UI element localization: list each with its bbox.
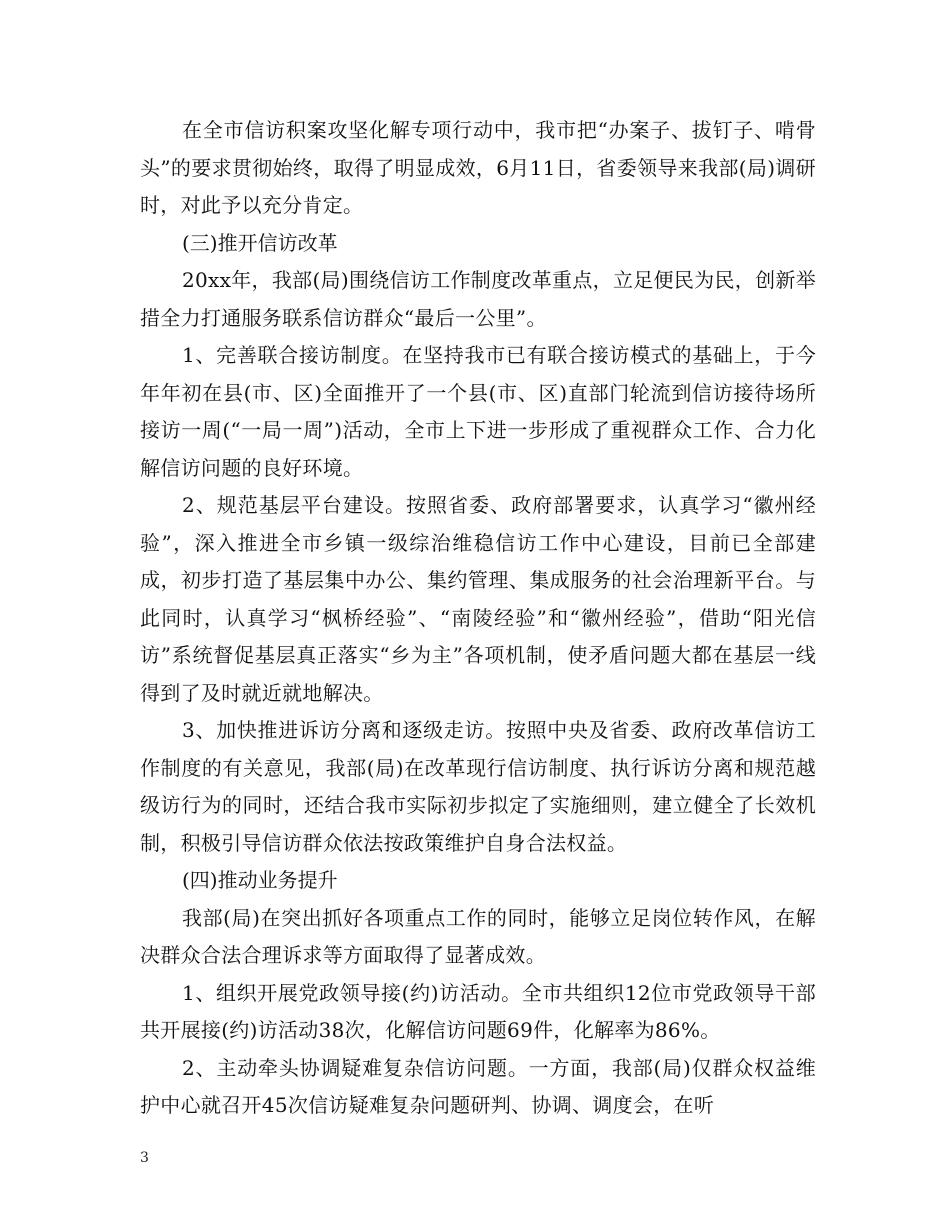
paragraph-item-complex-issues: 2、主动牵头协调疑难复杂信访问题。一方面，我部(局)仅群众权益维护中心就召开45次信访疑难复杂问题研判、协调、调度会，在听 [140,1055,816,1117]
paragraph-item-litigation-separation: 3、加快推进诉访分离和逐级走访。按照中央及省委、政府改革信访工作制度的有关意见，我部(局)在改革现行信访制度、执行诉访分离和规范越级访行为的同时，还结合我市实际初步拟定了实施细则，建立健全了长效机制，积极引导信访群众依法按政策维护自身合法权益。 [140,718,816,855]
paragraph-intro: 在全市信访积案攻坚化解专项行动中，我市把“办案子、拔钉子、啃骨头”的要求贯彻始终，取得了明显成效，6月11日，省委领导来我部(局)调研时，对此予以充分肯定。 [140,118,816,217]
section-heading-4: (四)推动业务提升 [182,868,338,892]
page-number: 3 [140,1150,149,1166]
paragraph-reform-intro: 20xx年，我部(局)围绕信访工作制度改革重点，立足便民为民，创新举措全力打通服务联系信访群众“最后一公里”。 [140,268,816,330]
paragraph-item-grassroots-platform: 2、规范基层平台建设。按照省委、政府部署要求，认真学习“徽州经验”，深入推进全市乡镇一级综治维稳信访工作中心建设，目前已全部建成，初步打造了基层集中办公、集约管理、集成服务的社会治理新平台。与此同时，认真学习“枫桥经验”、“南陵经验”和“徽州经验”，借助“阳光信访”系统督促基层真正落实“乡为主”各项机制，使矛盾问题大都在基层一线得到了及时就近就地解决。 [140,493,816,705]
paragraph-item-leader-reception: 1、组织开展党政领导接(约)访活动。全市共组织12位市党政领导干部共开展接(约)访活动38次，化解信访问题69件，化解率为86%。 [140,980,816,1042]
paragraph-business-intro: 我部(局)在突出抓好各项重点工作的同时，能够立足岗位转作风，在解决群众合法合理诉求等方面取得了显著成效。 [140,905,816,967]
paragraph-item-joint-reception: 1、完善联合接访制度。在坚持我市已有联合接访模式的基础上，于今年年初在县(市、区)全面推开了一个县(市、区)直部门轮流到信访接待场所接访一周(“一局一周”)活动，全市上下进一步形成了重视群众工作、合力化解信访问题的良好环境。 [140,343,816,480]
section-heading-3: (三)推开信访改革 [182,230,338,255]
document-body [140,112,816,1125]
